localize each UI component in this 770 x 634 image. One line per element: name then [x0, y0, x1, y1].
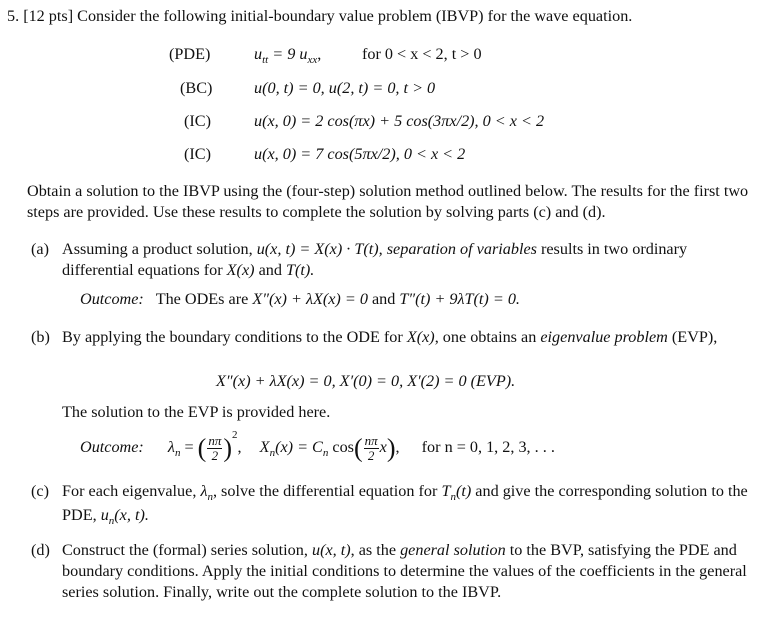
part-a-label: (a) — [31, 240, 49, 258]
ic1-equation: u(x, 0) = 2 cos(πx) + 5 cos(3πx/2), 0 < x < 2 — [254, 112, 545, 130]
part-a-text: Assuming a product solution, u(x, t) = X(x) · T(t), separation of variables results in two ordinary differential equations for X(x) and T(t). — [62, 240, 688, 280]
n-range: for n = 0, 1, 2, 3, . . . — [421, 438, 555, 456]
part-b-label: (b) — [31, 328, 50, 346]
part-b-text: By applying the boundary conditions to the ODE for X(x), one obtains an eigenvalue problem (EVP), — [62, 328, 718, 346]
part-a-outcome: Outcome: The ODEs are X″(x) + λX(x) = 0 and T″(t) + 9λT(t) = 0. — [80, 290, 520, 308]
part-d-label: (d) — [31, 541, 50, 559]
lambda-frac-num: nπ — [208, 433, 222, 449]
ic2-equation: u(x, 0) = 7 cos(5πx/2), 0 < x < 2 — [254, 145, 466, 163]
bc-label: (BC) — [180, 79, 213, 97]
evp-equation: X″(x) + λX(x) = 0, X′(0) = 0, X′(2) = 0 (EVP). — [216, 372, 516, 390]
lambda-frac-den: 2 — [211, 447, 219, 463]
problem-header: 5. [12 pts] Consider the following initial-boundary value problem (IBVP) for the wave equation. — [7, 7, 633, 25]
evp-provided-text: The solution to the EVP is provided here. — [62, 403, 331, 421]
pde-domain: for 0 < x < 2, t > 0 — [362, 45, 482, 63]
pde-equation: $u_{tt} = 9$ $u_{xx}$, — [254, 45, 322, 67]
part-c-text: For each eigenvalue, $\lambda_n$, solve the differential equation for $T_n(t)$ and give the corresponding solution to the PDE, $u_n(x$, t). — [62, 482, 748, 527]
intro-paragraph: Obtain a solution to the IBVP using the (four-step) solution method outlined below. The results for the first two steps are provided. Use these results to complete the solution by solving parts (c) and (d). — [27, 182, 749, 222]
pde-label: (PDE) — [169, 45, 211, 63]
part-b-outcome: Outcome: $\lambda_n$ = ( $\frac{n\pi}{2}$ )$^2$, $X_n(x) = C_n$ cos( $\frac{n\pi}{2}$ x), for n = 0, 1, 2, 3, . . . — [80, 429, 555, 463]
part-c-label: (c) — [31, 482, 49, 500]
bc-equation: u(0, t) = 0, u(2, t) = 0, t > 0 — [254, 79, 436, 97]
part-d-text: Construct the (formal) series solution, u(x, t), as the general solution to the BVP, satisfying the PDE and boundary conditions. Apply the initial conditions to determine the values of the coefficients in the general series solution. Finally, write out the complete solution to the IBVP. — [62, 541, 747, 602]
ic1-label: (IC) — [184, 112, 211, 130]
ic2-label: (IC) — [184, 145, 211, 163]
